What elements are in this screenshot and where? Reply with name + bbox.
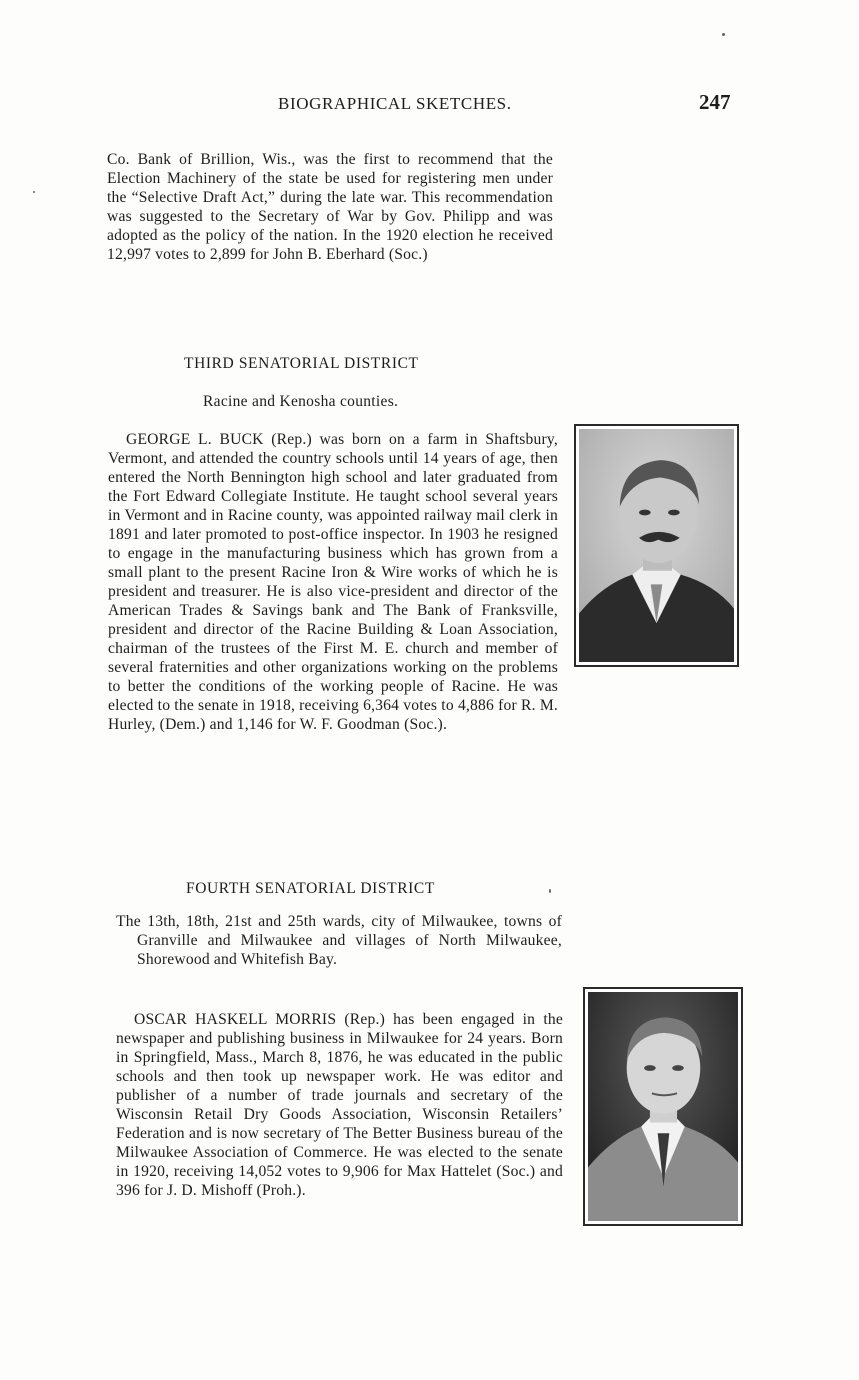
scan-speck — [549, 889, 551, 893]
scan-speck — [33, 191, 35, 193]
third-district-title: THIRD SENATORIAL DISTRICT — [184, 355, 419, 372]
oscar-morris-bio: OSCAR HASKELL MORRIS (Rep.) has been engaged in the newspaper and publishing business in Milwaukee for 24 years. Born in Springfield, Mass., March 8, 1876, he was educated in the public schools and then took up newspaper work. He was editor and publisher of a number of trade journals and secretary of the Wisconsin Retail Dry Goods Association, Wisconsin Retailers’ Federation and is now secretary of The Better Business bureau of the Milwaukee Association of Commerce. He was elected to the senate in 1920, receiving 14,052 votes to 9,906 for Max Hattelet (Soc.) and 396 for J. D. Mishoff (Proh.). — [116, 1011, 563, 1199]
third-district-counties: Racine and Kenosha counties. — [203, 393, 399, 410]
oscar-morris-portrait — [583, 987, 743, 1226]
continuation-paragraph: Co. Bank of Brillion, Wis., was the first to recommend that the Election Machinery of the state be used for registering men under the “Selective Draft Act,” during the late war. This recommendation was suggested to the Secretary of War by Gov. Philipp and was adopted as the policy of the nation. In the 1920 election he received 12,997 votes to 2,899 for John B. Eberhard (Soc.) — [107, 151, 553, 263]
george-buck-bio: GEORGE L. BUCK (Rep.) was born on a farm in Shaftsbury, Vermont, and attended the country schools until 14 years of age, then entered the North Bennington high school and later graduated from the Fort Edward Collegiate Institute. He taught school several years in Vermont and in Racine county, was appointed railway mail clerk in 1891 and later promoted to post-office inspector. In 1903 he resigned to engage in the manufacturing business which has grown from a small plant to the present Racine Iron & Wire works of which he is president and treasurer. He is also vice-president and director of the American Trades & Savings bank and The Bank of Franksville, president and director of the Racine Building & Loan Association, chairman of the trustees of the First M. E. church and member of several fraternities and other organizations working on the problems to better the conditions of the working people of Racine. He was elected to the senate in 1918, receiving 6,364 votes to 4,886 for R. M. Hurley, (Dem.) and 1,146 for W. F. Goodman (Soc.). — [108, 431, 558, 733]
scan-speck — [722, 33, 725, 36]
fourth-district-wards: The 13th, 18th, 21st and 25th wards, city of Milwaukee, towns of Granville and Milwaukee and villages of North Milwaukee, Shorewood and Whitefish Bay. — [116, 913, 562, 968]
running-header: BIOGRAPHICAL SKETCHES. — [278, 94, 512, 113]
portrait-photo-icon — [588, 992, 738, 1221]
page-number: 247 — [699, 90, 731, 114]
fourth-district-title: FOURTH SENATORIAL DISTRICT — [186, 880, 435, 897]
portrait-photo-icon — [579, 429, 734, 662]
george-buck-portrait — [574, 424, 739, 667]
